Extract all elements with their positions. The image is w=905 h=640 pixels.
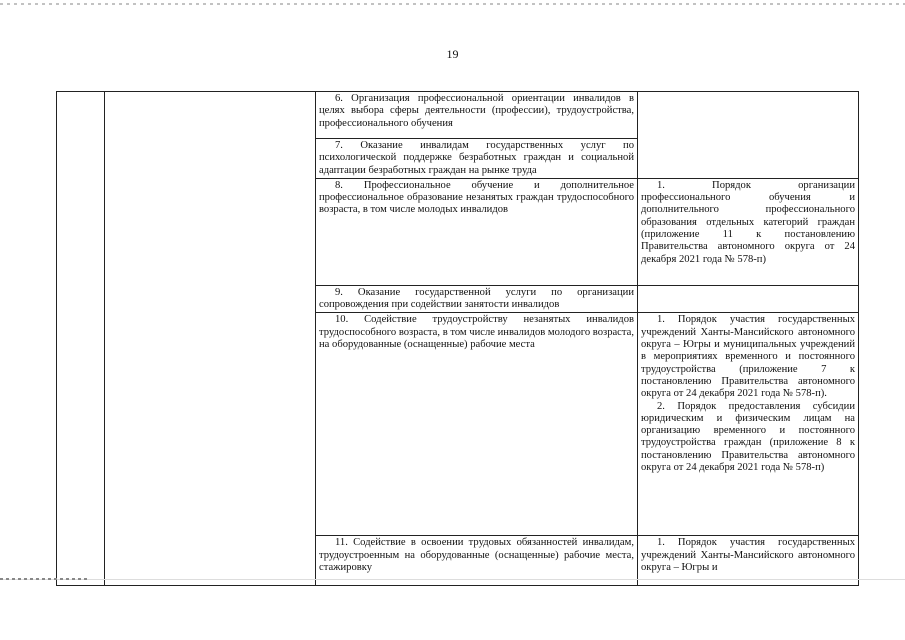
empty-column-2 <box>105 92 316 586</box>
measures-table <box>56 91 859 586</box>
measure-text: 6. Организация профессиональной ориентации инвалидов в целях выбора сферы деятельности (профессии), трудоустройства, профессионального обучения <box>319 93 634 129</box>
measure-cell <box>316 178 638 285</box>
scan-artifact-top <box>0 3 905 5</box>
measure-text: 11. Содействие в освоении трудовых обязанностей инвалидам, трудоустроенным на оборудованные (оснащенные) рабочие места, стажировку <box>319 537 634 574</box>
documents-cell <box>638 313 859 536</box>
measure-text: 10. Содействие трудоустройству незанятых инвалидов трудоспособного возраста, в том числе инвалидов молодого возраста, на оборудованные (оснащенные) рабочие места <box>319 314 634 351</box>
table-row <box>57 92 859 139</box>
measure-text: 8. Профессиональное обучение и дополнительное профессиональное образование незанятых граждан трудоспособного возраста, в том числе молодых инвалидов <box>319 179 634 216</box>
measure-text: 9. Оказание государственной услуги по организации сопровождения при содействии занятости инвалидов <box>319 286 634 311</box>
scan-artifact-bottom <box>0 578 90 580</box>
document-text: 1. Порядок участия государственных учреждений Ханты-Мансийского автономного округа – Югры и муниципальных учреждений в мероприятиях временного и постоянного трудоустройства (приложение 7 к постановлению Правительства автономного округа от 24 декабря 2021 года № 578-п). <box>641 314 855 400</box>
measure-text: 7. Оказание инвалидам государственных услуг по психологической поддержке безработных граждан и социальной адаптации безработных граждан на рынке труда <box>319 140 634 176</box>
measure-cell <box>316 285 638 313</box>
document-text: 1. Порядок организации профессионального обучения и дополнительного профессионального образования отдельных категорий граждан (приложение 11 к постановлению Правительства автономного округа от 24 декабря 2021 года № 578-п) <box>641 179 855 265</box>
document-text: 2. Порядок предоставления субсидии юридическим и физическим лицам на организацию временного и постоянного трудоустройства граждан (приложение 8 к постановлению Правительства автономного округа от 24 декабря 2021 года № 578-п) <box>641 400 855 474</box>
measure-cell <box>316 139 638 179</box>
measure-cell <box>316 313 638 536</box>
documents-cell <box>638 92 859 179</box>
page-bottom-edge <box>0 579 905 580</box>
page-number: 19 <box>446 47 459 61</box>
empty-column-1 <box>57 92 105 586</box>
document-text: 1. Порядок участия государственных учреждений Ханты-Мансийского автономного округа – Югры и <box>641 537 855 574</box>
measure-cell <box>316 92 638 139</box>
documents-cell <box>638 178 859 285</box>
documents-cell <box>638 285 859 313</box>
